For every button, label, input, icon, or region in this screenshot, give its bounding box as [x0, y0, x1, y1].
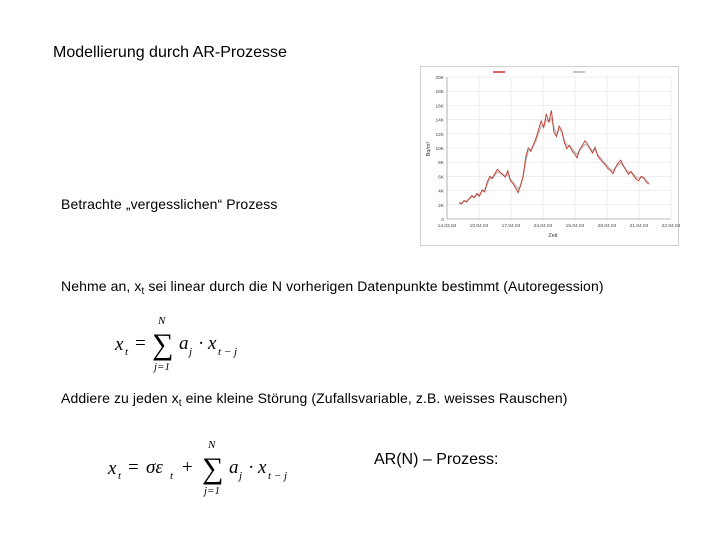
f1-sum-sign: ∑	[152, 328, 174, 361]
f1-lhs-sub: t	[125, 346, 129, 358]
y-tick-label: 4K	[438, 189, 444, 195]
f2-coef: a	[229, 457, 239, 478]
f1-lhs: x	[115, 334, 124, 355]
f1-sum-bottom: j=1	[154, 361, 170, 373]
f2-dot: ·	[248, 457, 255, 478]
f2-sum-sign: ∑	[202, 452, 224, 485]
f1-dot: ·	[198, 333, 205, 354]
autoregression-formula	[110, 312, 270, 374]
f1-eq: =	[135, 333, 146, 354]
y-axis-label: Bq/m³	[426, 141, 432, 157]
statement-autoregression-part1: Nehme an, x	[61, 278, 142, 294]
radon-time-series-chart	[420, 66, 679, 246]
statement-forgetful-process: Betrachte „vergesslichen“ Prozess	[61, 196, 278, 212]
x-tick-label: 21.04.04	[629, 224, 649, 229]
f2-sum-bottom: j=1	[204, 485, 220, 497]
f1-coef: a	[179, 333, 189, 354]
ar-process-formula-svg	[104, 436, 314, 498]
x-axis-label: Zeit	[548, 233, 558, 239]
y-tick-label: 6K	[438, 175, 444, 181]
f2-lhs-sub: t	[118, 470, 122, 482]
statement-noise-part1: Addiere zu jeden x	[61, 390, 179, 406]
x-tick-label: 15.04.04	[565, 224, 585, 229]
statement-autoregression-subscript: t	[141, 286, 145, 297]
autoregression-formula-svg	[110, 312, 270, 374]
x-tick-label: 24.04.04	[533, 224, 553, 229]
slide-title: Modellierung durch AR-Prozesse	[53, 44, 287, 61]
y-tick-label: 16K	[435, 104, 444, 110]
f2-eq: =	[128, 457, 139, 478]
f2-sum-top: N	[208, 439, 216, 451]
x-tick-label: 10.04.04	[469, 224, 489, 229]
statement-autoregression-part2: sei linear durch die N vorherigen Datenpunkte bestimmt (Autoregession)	[144, 278, 604, 294]
y-tick-label: 0	[441, 218, 444, 223]
f2-plus: +	[182, 457, 193, 478]
f1-var: x	[208, 333, 217, 354]
x-tick-label: 17.04.04	[501, 224, 521, 229]
statement-noise-part2: eine kleine Störung (Zufallsvariable, z.B. weisses Rauschen)	[181, 390, 568, 406]
ar-process-label: AR(N) – Prozess:	[374, 451, 499, 468]
f2-var: x	[258, 457, 267, 478]
statement-noise-subscript: t	[178, 398, 182, 409]
f2-coef-sub: j	[239, 470, 243, 482]
y-tick-label: 2K	[438, 203, 444, 209]
y-tick-label: 14K	[435, 118, 444, 124]
x-tick-label: 14.03.04	[437, 224, 457, 229]
ar-process-formula	[104, 436, 314, 498]
f2-noise: σε	[146, 457, 163, 478]
series-line	[459, 110, 649, 204]
f2-lhs: x	[108, 458, 117, 479]
y-tick-label: 18K	[435, 90, 444, 96]
y-tick-label: 8K	[438, 161, 444, 167]
f1-var-sub: t − j	[218, 346, 238, 358]
f1-coef-sub: j	[189, 346, 193, 358]
x-tick-label: 22.04.04	[661, 224, 681, 229]
statement-noise	[61, 390, 568, 409]
f1-sum-top: N	[158, 315, 166, 327]
y-tick-label: 12K	[435, 132, 444, 138]
chart-svg	[421, 67, 681, 245]
f2-noise-sub: t	[170, 470, 174, 482]
y-tick-label: 20K	[435, 76, 444, 81]
f2-var-sub: t − j	[268, 470, 288, 482]
y-tick-label: 10K	[435, 147, 444, 152]
statement-autoregression	[61, 278, 604, 297]
x-tick-label: 28.04.04	[597, 224, 617, 229]
